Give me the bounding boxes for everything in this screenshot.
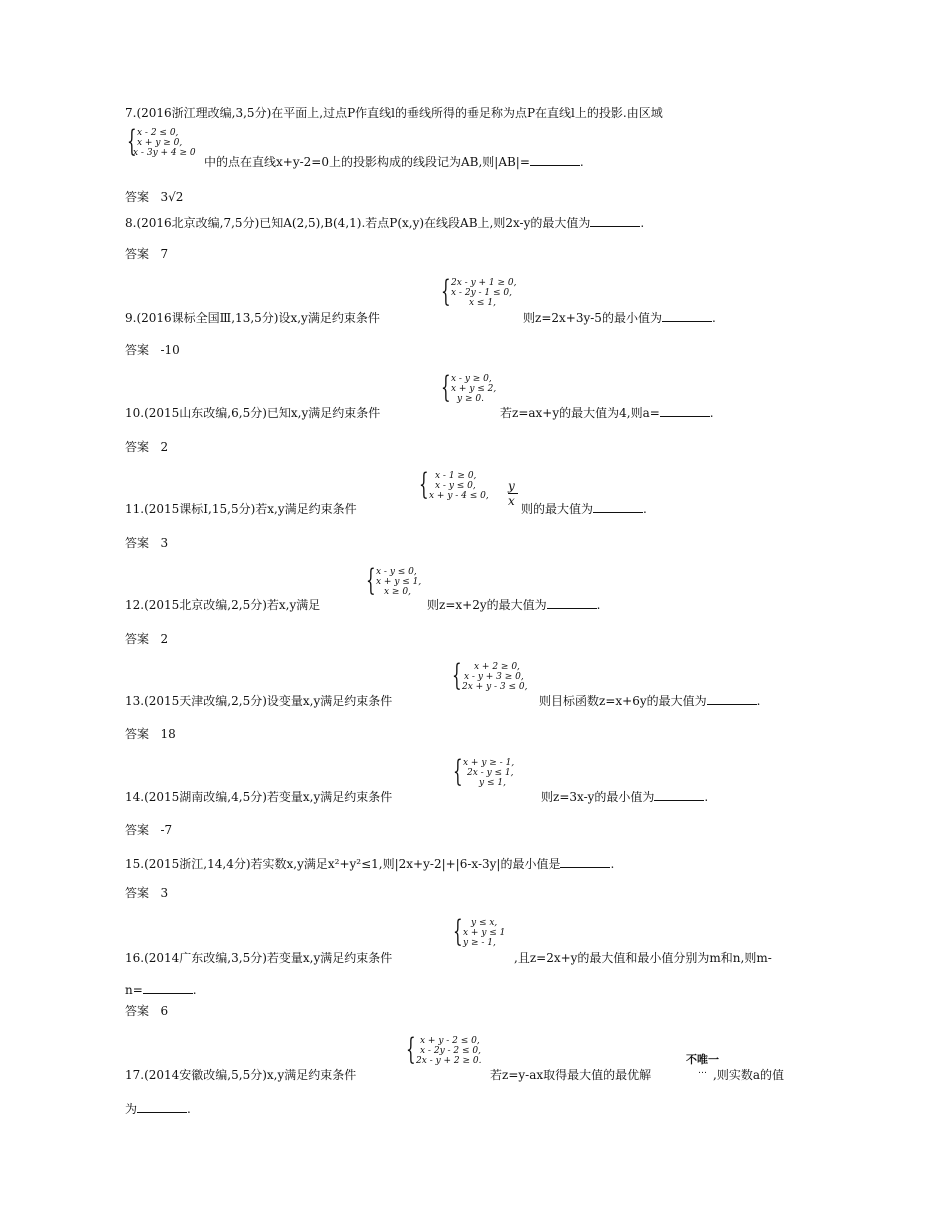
problem-15-lead: 15.(2015浙江,14,4分)若实数x,y满足x²+y²≤1,则|2x+y-2|+|6-x-3y|的最小值是 . — [125, 857, 615, 871]
problem-11-system: { x - 1 ≥ 0, x - y ≤ 0, x + y - 4 ≤ 0, — [419, 467, 489, 502]
problem-9-lead: 9.(2016课标全国Ⅲ,13,5分)设x,y满足约束条件 — [125, 311, 380, 325]
problem-11-tail: 则的最大值为 . — [521, 502, 647, 516]
problem-10-answer: 答案 2 — [125, 440, 169, 454]
problem-12-answer: 答案 2 — [125, 632, 169, 646]
problem-17-tail2: ,则实数a的值 — [713, 1068, 784, 1082]
problem-15-answer: 答案 3 — [125, 886, 169, 900]
problem-17-note-dots: … — [698, 1066, 707, 1076]
problem-14-lead: 14.(2015湖南改编,4,5分)若变量x,y满足约束条件 — [125, 790, 393, 804]
answer-blank[interactable] — [593, 502, 643, 513]
problem-14-tail: 则z=3x-y的最小值为 . — [541, 790, 709, 804]
answer-blank[interactable] — [143, 983, 193, 994]
problem-12-system: { x - y ≤ 0, x + y ≤ 1, x ≥ 0, — [366, 563, 422, 598]
brace-icon: { — [452, 658, 462, 693]
problem-11-lead: 11.(2015课标Ⅰ,15,5分)若x,y满足约束条件 — [125, 502, 357, 516]
brace-icon: { — [406, 1032, 416, 1067]
problem-13-tail: 则目标函数z=x+6y的最大值为 . — [539, 694, 761, 708]
brace-icon: { — [441, 274, 451, 309]
answer-blank[interactable] — [662, 311, 712, 322]
problem-8-lead: 8.(2016北京改编,7,5分)已知A(2,5),B(4,1).若点P(x,y)在线段AB上,则2x-y的最大值为 . — [125, 216, 645, 230]
problem-7-system: { x - 2 ≤ 0, x + y ≥ 0, x - 3y + 4 ≥ 0 — [127, 124, 196, 159]
brace-icon: { — [453, 914, 463, 949]
problem-7-tail: 中的点在直线x+y-2=0上的投影构成的线段记为AB,则|AB|= . — [204, 155, 584, 169]
problem-16-system: { y ≤ x, x + y ≤ 1 y ≥ - 1, — [453, 914, 506, 949]
problem-14-system: { x + y ≥ - 1, 2x - y ≤ 1, y ≤ 1, — [453, 754, 515, 789]
brace-icon: { — [419, 467, 429, 502]
answer-blank[interactable] — [560, 857, 610, 868]
problem-7-lead: 7.(2016浙江理改编,3,5分)在平面上,过点P作直线l的垂线所得的垂足称为点P在直线l上的投影.由区域 — [125, 106, 663, 120]
problem-17-system: { x + y - 2 ≤ 0, x - 2y - 2 ≤ 0, 2x - y + 2 ≥ 0. — [406, 1032, 482, 1067]
problem-16-tail: ,且z=2x+y的最大值和最小值分别为m和n,则m- — [514, 951, 772, 965]
brace-icon: { — [127, 124, 137, 159]
answer-blank[interactable] — [654, 790, 704, 801]
problem-17-cont: 为 . — [125, 1102, 191, 1116]
answer-blank[interactable] — [137, 1102, 187, 1113]
problem-16-answer: 答案 6 — [125, 1004, 169, 1018]
problem-16-cont: n= . — [125, 983, 197, 997]
problem-12-tail: 则z=x+2y的最大值为 . — [427, 598, 601, 612]
problem-13-lead: 13.(2015天津改编,2,5分)设变量x,y满足约束条件 — [125, 694, 393, 708]
problem-9-system: { 2x - y + 1 ≥ 0, x - 2y - 1 ≤ 0, x ≤ 1, — [441, 274, 517, 309]
answer-blank[interactable] — [707, 694, 757, 705]
problem-11-answer: 答案 3 — [125, 536, 169, 550]
problem-9-tail: 则z=2x+3y-5的最小值为 . — [523, 311, 716, 325]
answer-blank[interactable] — [530, 155, 580, 166]
answer-blank[interactable] — [660, 406, 710, 417]
problem-8-answer: 答案 7 — [125, 247, 169, 261]
problem-7-answer: 答案 3√2 — [125, 190, 184, 204]
problem-17-lead: 17.(2014安徽改编,5,5分)x,y满足约束条件 — [125, 1068, 357, 1082]
problem-14-answer: 答案 -7 — [125, 823, 173, 837]
problem-17-tail: 若z=y-ax取得最大值的最优解 — [490, 1068, 652, 1082]
problem-13-answer: 答案 18 — [125, 727, 176, 741]
answer-blank[interactable] — [590, 216, 640, 227]
fraction-y-over-x: y x — [508, 480, 518, 507]
brace-icon: { — [366, 563, 376, 598]
problem-16-lead: 16.(2014广东改编,3,5分)若变量x,y满足约束条件 — [125, 951, 393, 965]
problem-10-system: { x - y ≥ 0, x + y ≤ 2, y ≥ 0. — [441, 370, 497, 405]
problem-17-note: 不唯一 — [686, 1053, 719, 1066]
problem-10-lead: 10.(2015山东改编,6,5分)已知x,y满足约束条件 — [125, 406, 381, 420]
problem-9-answer: 答案 -10 — [125, 343, 180, 357]
problem-12-lead: 12.(2015北京改编,2,5分)若x,y满足 — [125, 598, 321, 612]
brace-icon: { — [453, 754, 463, 789]
brace-icon: { — [441, 370, 451, 405]
answer-blank[interactable] — [547, 598, 597, 609]
problem-10-tail: 若z=ax+y的最大值为4,则a= . — [500, 406, 714, 420]
problem-13-system: { x + 2 ≥ 0, x - y + 3 ≥ 0, 2x + y - 3 ≤ 0, — [452, 658, 528, 693]
